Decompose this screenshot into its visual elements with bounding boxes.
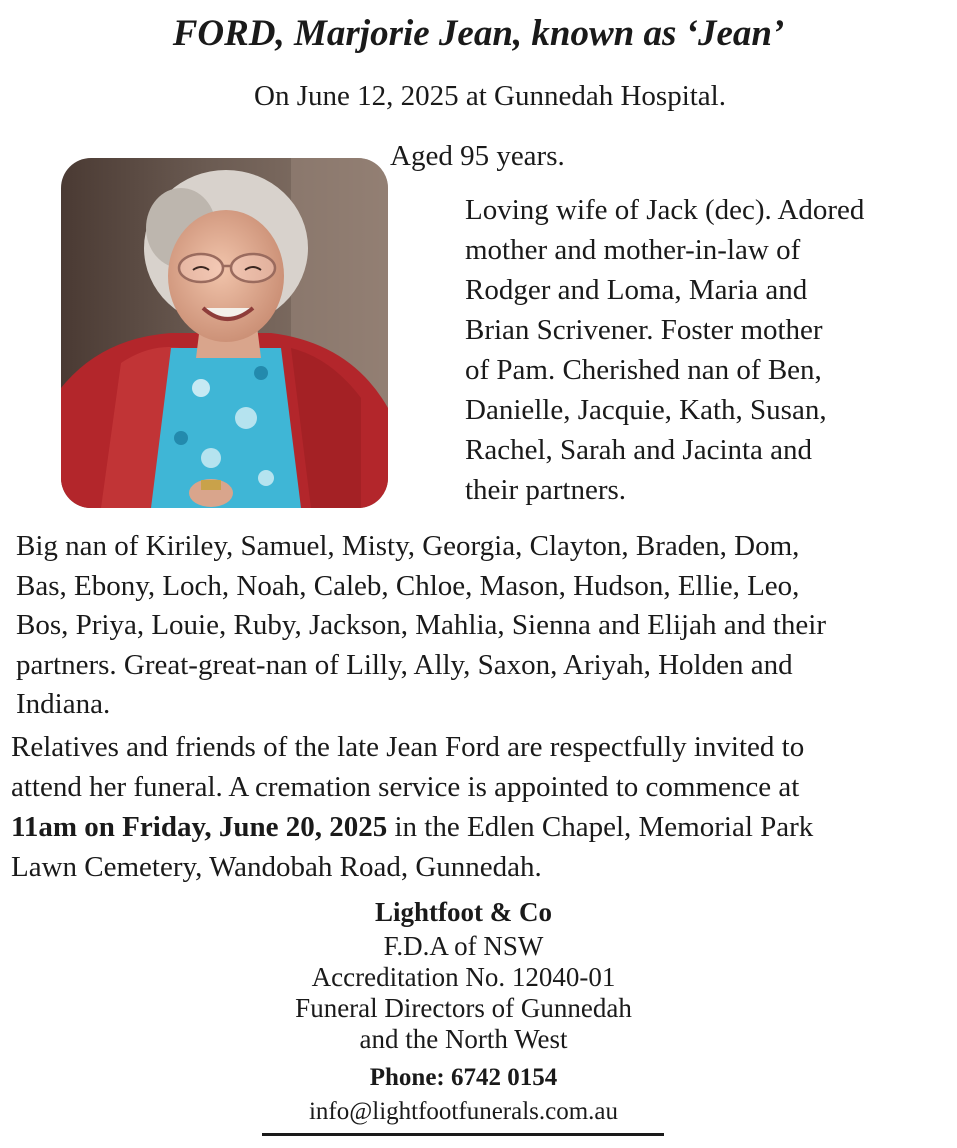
funeral-line: Lawn Cemetery, Wandobah Road, Gunnedah.	[11, 851, 542, 883]
intro-paragraph	[465, 190, 955, 510]
bottom-divider	[262, 1133, 664, 1136]
intro-line: Loving wife of Jack (dec). Adored	[465, 194, 865, 226]
intro-line: Brian Scrivener. Foster mother	[465, 314, 823, 346]
intro-line: mother and mother-in-law of	[465, 234, 801, 266]
funeral-datetime: 11am on Friday, June 20, 2025	[11, 811, 388, 843]
intro-line: of Pam. Cherished nan of Ben,	[465, 354, 822, 386]
dateline: On June 12, 2025 at Gunnedah Hospital.	[254, 80, 726, 112]
director-fda: F.D.A of NSW	[383, 931, 544, 961]
director-phone: Phone: 6742 0154	[369, 1064, 558, 1091]
intro-line: Rachel, Sarah and Jacinta and	[465, 434, 813, 466]
intro-line: Danielle, Jacquie, Kath, Susan,	[465, 394, 827, 426]
age: Aged 95 years.	[390, 140, 565, 172]
director-description: and the North West	[359, 1024, 568, 1054]
director-accreditation: Accreditation No. 12040-01	[311, 962, 616, 992]
grandchildren-line: Big nan of Kiriley, Samuel, Misty, Georgia, Clayton, Braden, Dom,	[16, 530, 800, 562]
funeral-director-block	[0, 893, 927, 1127]
notice-title: FORD, Marjorie Jean, known as ‘Jean’	[172, 13, 785, 54]
grandchildren-line: Bas, Ebony, Loch, Noah, Caleb, Chloe, Mason, Hudson, Ellie, Leo,	[16, 569, 800, 602]
grandchildren-paragraph	[16, 527, 956, 725]
funeral-line	[11, 807, 951, 847]
grandchildren-line: partners. Great-great-nan of Lilly, Ally, Saxon, Ariyah, Holden and	[16, 648, 793, 681]
director-description: Funeral Directors of Gunnedah	[295, 993, 632, 1023]
portrait-photo	[61, 158, 388, 508]
grandchildren-line: Indiana.	[16, 688, 111, 720]
funeral-details-paragraph	[11, 727, 951, 887]
funeral-line: attend her funeral. A cremation service is appointed to commence at	[11, 771, 800, 803]
funeral-location: in the Edlen Chapel, Memorial Park	[387, 811, 814, 843]
intro-line: Rodger and Loma, Maria and	[465, 274, 808, 306]
director-name: Lightfoot & Co	[375, 897, 552, 927]
director-email[interactable]: info@lightfootfunerals.com.au	[308, 1098, 619, 1125]
intro-line: their partners.	[465, 474, 627, 506]
funeral-line: Relatives and friends of the late Jean Ford are respectfully invited to	[11, 731, 805, 763]
grandchildren-line: Bos, Priya, Louie, Ruby, Jackson, Mahlia, Sienna and Elijah and their	[16, 609, 826, 641]
